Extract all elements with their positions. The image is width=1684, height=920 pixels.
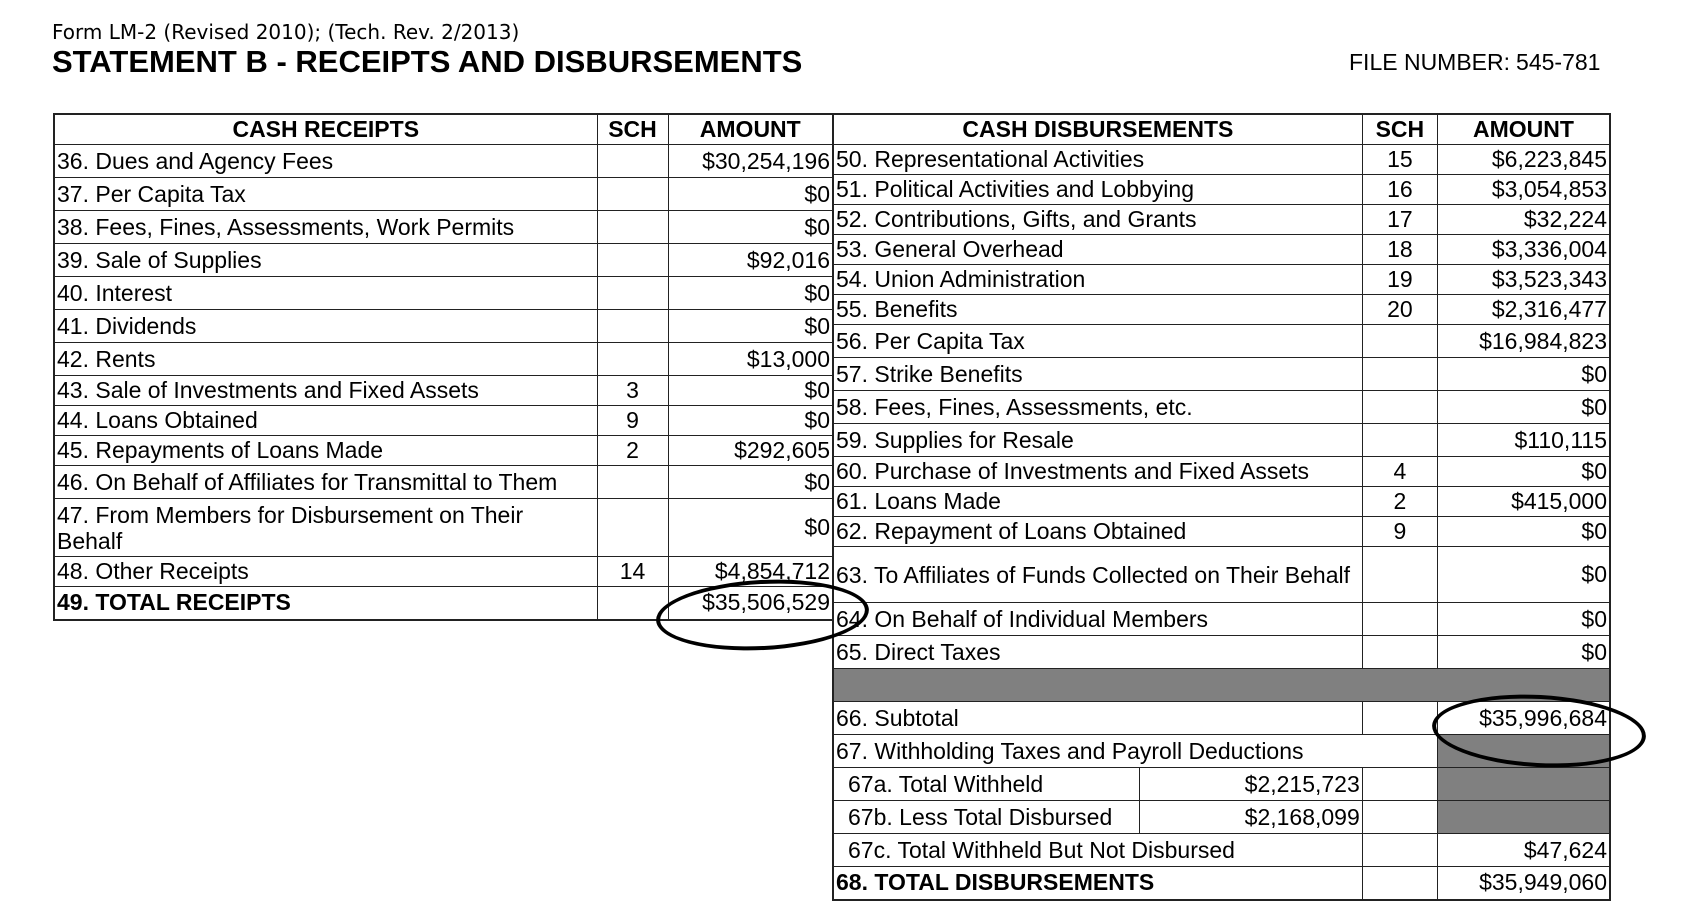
not-disbursed-sch [1362,834,1437,867]
table-row [54,145,833,178]
table-row [833,391,1610,424]
disbursement-sch [1362,391,1437,424]
disbursement-sch [1362,424,1437,457]
disbursement-label: 63. To Affiliates of Funds Collected on Their Behalf [833,547,1362,603]
receipt-label: 47. From Members for Disbursement on Their Behalf [54,499,597,557]
receipt-amount: $0 [668,406,833,436]
receipt-label: 41. Dividends [54,310,597,343]
disbursement-sch: 16 [1362,175,1437,205]
table-row [54,406,833,436]
receipt-label: 40. Interest [54,277,597,310]
total-receipts-amount: $35,506,529 [668,587,833,620]
disbursement-amount: $16,984,823 [1437,325,1610,358]
receipt-sch [597,466,668,499]
disbursement-amount: $415,000 [1437,487,1610,517]
disbursement-label: 65. Direct Taxes [833,636,1362,669]
disbursement-amount: $0 [1437,391,1610,424]
table-row [54,244,833,277]
receipt-amount: $92,016 [668,244,833,277]
disbursement-amount: $32,224 [1437,205,1610,235]
disbursement-amount: $0 [1437,358,1610,391]
receipt-amount: $0 [668,310,833,343]
gray-cell [1437,768,1610,801]
disbursement-label: 59. Supplies for Resale [833,424,1362,457]
total-disbursements-sch [1362,867,1437,900]
receipt-label: 43. Sale of Investments and Fixed Assets [54,376,597,406]
table-row [833,235,1610,265]
table-row [833,603,1610,636]
disbursement-sch: 2 [1362,487,1437,517]
disbursement-sch: 9 [1362,517,1437,547]
disbursed-row [833,801,1610,834]
less-disbursed-label: 67b. Less Total Disbursed [833,801,1140,834]
disbursement-amount: $2,316,477 [1437,295,1610,325]
cash-receipts-table [53,113,834,621]
disbursement-sch: 4 [1362,457,1437,487]
receipt-amount: $30,254,196 [668,145,833,178]
receipt-sch [597,178,668,211]
disbursement-sch [1362,636,1437,669]
table-row [833,636,1610,669]
disbursement-sch: 15 [1362,145,1437,175]
receipt-amount: $0 [668,466,833,499]
receipt-label: 48. Other Receipts [54,557,597,587]
receipt-amount: $292,605 [668,436,833,466]
table-row [54,310,833,343]
receipt-label: 42. Rents [54,343,597,376]
table-row [54,178,833,211]
withheld-row [833,768,1610,801]
not-disbursed-row [833,834,1610,867]
receipt-amount: $0 [668,178,833,211]
statement-title: STATEMENT B - RECEIPTS AND DISBURSEMENTS [52,44,803,79]
receipt-amount: $0 [668,211,833,244]
disbursement-label: 53. General Overhead [833,235,1362,265]
receipt-label: 37. Per Capita Tax [54,178,597,211]
disbursement-label: 58. Fees, Fines, Assessments, etc. [833,391,1362,424]
subtotal-sch [1362,702,1437,735]
disbursement-label: 57. Strike Benefits [833,358,1362,391]
table-row [54,211,833,244]
form-title: Form LM-2 (Revised 2010); (Tech. Rev. 2/2013) [52,20,520,44]
not-disbursed-label: 67c. Total Withheld But Not Disbursed [833,834,1362,867]
disbursement-label: 64. On Behalf of Individual Members [833,603,1362,636]
subtotal-label: 66. Subtotal [833,702,1362,735]
disbursement-sch: 18 [1362,235,1437,265]
receipts-header-label: CASH RECEIPTS [54,114,597,145]
disbursement-label: 56. Per Capita Tax [833,325,1362,358]
receipt-amount: $4,854,712 [668,557,833,587]
file-number [1349,49,1600,76]
receipt-sch: 2 [597,436,668,466]
disbursement-sch: 20 [1362,295,1437,325]
disbursement-amount: $3,054,853 [1437,175,1610,205]
table-row [833,325,1610,358]
disbursement-amount: $0 [1437,457,1610,487]
disbursements-header-amount: AMOUNT [1437,114,1610,145]
disbursement-amount: $110,115 [1437,424,1610,457]
disbursements-header-label: CASH DISBURSEMENTS [833,114,1362,145]
receipt-sch: 3 [597,376,668,406]
table-row [833,175,1610,205]
table-row [833,547,1610,603]
receipt-amount: $0 [668,499,833,557]
file-number-label: FILE NUMBER: [1349,49,1511,75]
disbursement-label: 60. Purchase of Investments and Fixed Assets [833,457,1362,487]
disbursement-label: 62. Repayment of Loans Obtained [833,517,1362,547]
receipt-sch [597,499,668,557]
receipt-label: 46. On Behalf of Affiliates for Transmittal to Them [54,466,597,499]
disbursement-amount: $0 [1437,547,1610,603]
table-row [833,295,1610,325]
disbursement-label: 52. Contributions, Gifts, and Grants [833,205,1362,235]
not-disbursed-amount: $47,624 [1437,834,1610,867]
receipt-amount: $13,000 [668,343,833,376]
receipts-header-sch: SCH [597,114,668,145]
disbursement-label: 54. Union Administration [833,265,1362,295]
less-disbursed-amount: $2,168,099 [1140,801,1362,834]
receipt-sch [597,343,668,376]
receipt-sch [597,145,668,178]
receipt-sch [597,244,668,277]
disbursement-sch [1362,325,1437,358]
disbursement-sch [1362,358,1437,391]
table-row [833,145,1610,175]
disbursements-header-row [833,114,1610,145]
receipt-label: 36. Dues and Agency Fees [54,145,597,178]
disbursement-amount: $6,223,845 [1437,145,1610,175]
table-row [54,277,833,310]
table-row [54,376,833,406]
total-withheld-label: 67a. Total Withheld [833,768,1140,801]
total-disbursements-amount: $35,949,060 [1437,867,1610,900]
disbursement-amount: $0 [1437,636,1610,669]
disbursement-sch [1362,547,1437,603]
disbursement-label: 55. Benefits [833,295,1362,325]
table-row [833,457,1610,487]
table-row [54,343,833,376]
gray-cell [1437,801,1610,834]
subtotal-amount: $35,996,684 [1437,702,1610,735]
receipt-sch [597,211,668,244]
receipt-label: 45. Repayments of Loans Made [54,436,597,466]
table-row [833,358,1610,391]
table-row [54,466,833,499]
receipt-label: 44. Loans Obtained [54,406,597,436]
table-row [54,557,833,587]
receipt-sch: 14 [597,557,668,587]
disbursement-amount: $3,336,004 [1437,235,1610,265]
total-disbursements-label: 68. TOTAL DISBURSEMENTS [833,867,1362,900]
disbursement-label: 51. Political Activities and Lobbying [833,175,1362,205]
receipt-label: 39. Sale of Supplies [54,244,597,277]
disbursement-sch: 19 [1362,265,1437,295]
receipt-sch [597,310,668,343]
withheld-sch [1362,768,1437,801]
receipts-header-amount: AMOUNT [668,114,833,145]
withholding-label: 67. Withholding Taxes and Payroll Deductions [833,735,1437,768]
total-receipts-label: 49. TOTAL RECEIPTS [54,587,597,620]
table-row [54,499,833,557]
disbursement-sch: 17 [1362,205,1437,235]
disbursements-header-sch: SCH [1362,114,1437,145]
disbursement-label: 50. Representational Activities [833,145,1362,175]
disbursement-amount: $3,523,343 [1437,265,1610,295]
table-row [833,205,1610,235]
receipt-amount: $0 [668,277,833,310]
cash-disbursements-table [832,113,1611,901]
disbursement-amount: $0 [1437,517,1610,547]
receipt-amount: $0 [668,376,833,406]
disbursement-amount: $0 [1437,603,1610,636]
table-row [833,487,1610,517]
receipt-sch [597,277,668,310]
receipt-label: 38. Fees, Fines, Assessments, Work Permits [54,211,597,244]
table-row [54,436,833,466]
file-number-value: 545-781 [1516,49,1601,75]
total-withheld-amount: $2,215,723 [1140,768,1362,801]
disbursed-sch [1362,801,1437,834]
table-row [833,517,1610,547]
table-row [833,265,1610,295]
disbursement-label: 61. Loans Made [833,487,1362,517]
receipt-sch: 9 [597,406,668,436]
disbursement-sch [1362,603,1437,636]
total-disbursements-row [833,867,1610,900]
receipts-header-row [54,114,833,145]
table-row [833,424,1610,457]
